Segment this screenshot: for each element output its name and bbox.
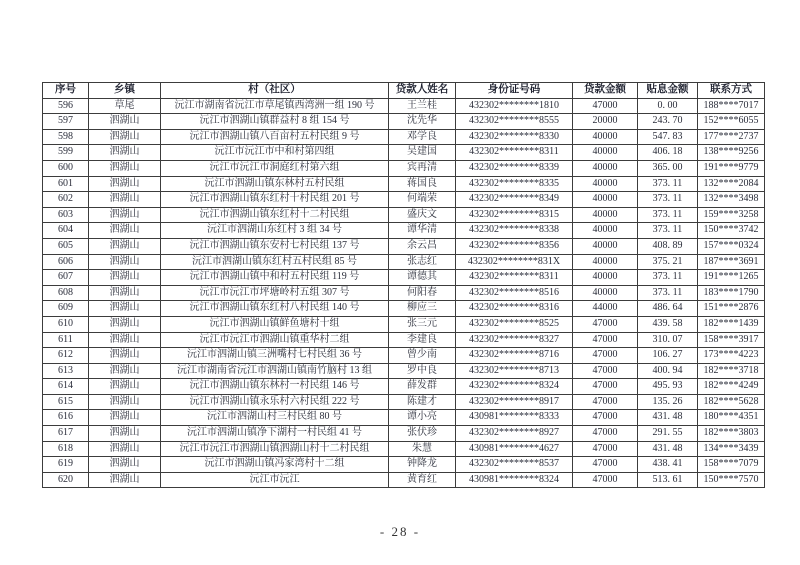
table-row <box>43 192 765 208</box>
table-cell: 40000 <box>573 129 638 145</box>
table-cell: 432302********831X <box>456 254 573 270</box>
table-cell: 613 <box>43 363 89 379</box>
table-cell: 606 <box>43 254 89 270</box>
table-row <box>43 160 765 176</box>
table-cell: 432302********8525 <box>456 316 573 332</box>
table-cell: 188****7017 <box>698 98 765 114</box>
table-cell: 432302********8315 <box>456 207 573 223</box>
table-cell: 599 <box>43 145 89 161</box>
table-cell: 598 <box>43 129 89 145</box>
table-cell: 177****2737 <box>698 129 765 145</box>
table-cell: 432302********8716 <box>456 348 573 364</box>
table-cell: 泗湖山 <box>89 410 161 426</box>
table-row <box>43 363 765 379</box>
table-cell: 沅江市泗湖山镇永乐村六村民组 222 号 <box>161 394 389 410</box>
table-cell: 432302********8537 <box>456 457 573 473</box>
table-cell: 603 <box>43 207 89 223</box>
table-cell: 373. 11 <box>638 285 698 301</box>
header-row <box>43 83 765 99</box>
table-cell: 608 <box>43 285 89 301</box>
table-cell: 106. 27 <box>638 348 698 364</box>
table-cell: 沅江市沅江市洞庭红村第六组 <box>161 160 389 176</box>
table-cell: 沅江市泗湖山镇东林村五村民组 <box>161 176 389 192</box>
table-row <box>43 332 765 348</box>
table-cell: 余云昌 <box>389 238 456 254</box>
table-cell: 泗湖山 <box>89 285 161 301</box>
table-cell: 沅江市沅江市中和村第四组 <box>161 145 389 161</box>
table-cell: 47000 <box>573 316 638 332</box>
header-cell: 乡镇 <box>89 83 161 99</box>
header-cell: 贴息金额 <box>638 83 698 99</box>
table-row <box>43 207 765 223</box>
table-cell: 373. 11 <box>638 270 698 286</box>
table-cell: 40000 <box>573 238 638 254</box>
table-row <box>43 426 765 442</box>
table-cell: 610 <box>43 316 89 332</box>
loan-table <box>42 82 765 488</box>
table-cell: 泗湖山 <box>89 316 161 332</box>
table-cell: 150****3742 <box>698 223 765 239</box>
table-row <box>43 129 765 145</box>
table-cell: 47000 <box>573 394 638 410</box>
table-row <box>43 301 765 317</box>
table-cell: 草尾 <box>89 98 161 114</box>
table-cell: 罗中良 <box>389 363 456 379</box>
table-cell: 沅江市湖南省沅江市泗湖山镇南竹脑村 13 组 <box>161 363 389 379</box>
table-cell: 朱慧 <box>389 441 456 457</box>
table-cell: 邓学良 <box>389 129 456 145</box>
table-cell: 沅江市沅江市坪塘岭村五组 307 号 <box>161 285 389 301</box>
table-cell: 泗湖山 <box>89 238 161 254</box>
table-cell: 547. 83 <box>638 129 698 145</box>
table-cell: 408. 89 <box>638 238 698 254</box>
header-cell: 序号 <box>43 83 89 99</box>
table-cell: 吴建国 <box>389 145 456 161</box>
table-cell: 182****1439 <box>698 316 765 332</box>
table-cell: 泗湖山 <box>89 207 161 223</box>
table-row <box>43 145 765 161</box>
table-cell: 159****3258 <box>698 207 765 223</box>
table-cell: 47000 <box>573 332 638 348</box>
header-cell: 贷款金额 <box>573 83 638 99</box>
table-cell: 134****3439 <box>698 441 765 457</box>
table-cell: 沅江市泗湖山镇东红村十二村民组 <box>161 207 389 223</box>
table-cell: 620 <box>43 472 89 488</box>
table-cell: 157****0324 <box>698 238 765 254</box>
table-cell: 沅江市泗湖山东红村 3 组 34 号 <box>161 223 389 239</box>
table-cell: 601 <box>43 176 89 192</box>
table-cell: 47000 <box>573 363 638 379</box>
table-cell: 40000 <box>573 176 638 192</box>
table-cell: 47000 <box>573 379 638 395</box>
table-cell: 182****4249 <box>698 379 765 395</box>
table-cell: 泗湖山 <box>89 457 161 473</box>
table-cell: 沅江市泗湖山镇东红村五村民组 85 号 <box>161 254 389 270</box>
table-cell: 430981********8324 <box>456 472 573 488</box>
table-cell: 宾再清 <box>389 160 456 176</box>
table-row <box>43 379 765 395</box>
table-cell: 431. 48 <box>638 410 698 426</box>
table-cell: 495. 93 <box>638 379 698 395</box>
table-cell: 373. 11 <box>638 223 698 239</box>
table-cell: 432302********8324 <box>456 379 573 395</box>
table-cell: 47000 <box>573 472 638 488</box>
table-cell: 191****9779 <box>698 160 765 176</box>
table-row <box>43 457 765 473</box>
table-cell: 614 <box>43 379 89 395</box>
table-cell: 蒋国良 <box>389 176 456 192</box>
table-cell: 183****1790 <box>698 285 765 301</box>
table-cell: 615 <box>43 394 89 410</box>
table-row <box>43 270 765 286</box>
table-row <box>43 410 765 426</box>
table-cell: 沅江市泗湖山镇中和村五村民组 119 号 <box>161 270 389 286</box>
table-cell: 泗湖山 <box>89 254 161 270</box>
table-cell: 432302********1810 <box>456 98 573 114</box>
table-cell: 沅江市湖南省沅江市草尾镇西湾洲一组 190 号 <box>161 98 389 114</box>
table-row <box>43 285 765 301</box>
table-cell: 607 <box>43 270 89 286</box>
table-cell: 沅江市沅江市泗湖山镇重华村二组 <box>161 332 389 348</box>
table-cell: 张伏珍 <box>389 426 456 442</box>
table-cell: 173****4223 <box>698 348 765 364</box>
table-cell: 430981********4627 <box>456 441 573 457</box>
table-cell: 132****3498 <box>698 192 765 208</box>
table-cell: 40000 <box>573 207 638 223</box>
table-cell: 158****7079 <box>698 457 765 473</box>
table-cell: 泗湖山 <box>89 363 161 379</box>
table-cell: 沅江市沅江 <box>161 472 389 488</box>
table-cell: 40000 <box>573 270 638 286</box>
table-cell: 432302********8338 <box>456 223 573 239</box>
table-cell: 602 <box>43 192 89 208</box>
table-cell: 616 <box>43 410 89 426</box>
table-cell: 47000 <box>573 426 638 442</box>
table-cell: 泗湖山 <box>89 223 161 239</box>
table-cell: 618 <box>43 441 89 457</box>
header-cell: 联系方式 <box>698 83 765 99</box>
table-cell: 谭德其 <box>389 270 456 286</box>
table-cell: 谭华清 <box>389 223 456 239</box>
header-cell: 村（社区） <box>161 83 389 99</box>
table-row <box>43 114 765 130</box>
table-cell: 375. 21 <box>638 254 698 270</box>
table-cell: 泗湖山 <box>89 129 161 145</box>
table-cell: 432302********8339 <box>456 160 573 176</box>
table-cell: 432302********8713 <box>456 363 573 379</box>
table-cell: 何阳春 <box>389 285 456 301</box>
table-cell: 张志红 <box>389 254 456 270</box>
table-cell: 何端荣 <box>389 192 456 208</box>
table-row <box>43 238 765 254</box>
table-cell: 泗湖山 <box>89 379 161 395</box>
table-cell: 泗湖山 <box>89 332 161 348</box>
table-body <box>43 98 765 488</box>
table-cell: 430981********8333 <box>456 410 573 426</box>
table-cell: 薛发群 <box>389 379 456 395</box>
table-cell: 沅江市泗湖山镇冯家湾村十二组 <box>161 457 389 473</box>
table-cell: 40000 <box>573 223 638 239</box>
table-cell: 泗湖山 <box>89 145 161 161</box>
table-cell: 沅江市泗湖山镇东林村一村民组 146 号 <box>161 379 389 395</box>
table-cell: 李建良 <box>389 332 456 348</box>
table-row <box>43 441 765 457</box>
table-cell: 158****3917 <box>698 332 765 348</box>
table-cell: 40000 <box>573 145 638 161</box>
table-cell: 泗湖山 <box>89 394 161 410</box>
table-cell: 沅江市泗湖山镇东安村七村民组 137 号 <box>161 238 389 254</box>
table-cell: 柳应三 <box>389 301 456 317</box>
table-cell: 钟降龙 <box>389 457 456 473</box>
table-cell: 20000 <box>573 114 638 130</box>
table-cell: 180****4351 <box>698 410 765 426</box>
table-cell: 596 <box>43 98 89 114</box>
table-cell: 365. 00 <box>638 160 698 176</box>
table-row <box>43 472 765 488</box>
table-cell: 432302********8555 <box>456 114 573 130</box>
table-cell: 沅江市泗湖山镇东红村十村民组 201 号 <box>161 192 389 208</box>
table-cell: 40000 <box>573 160 638 176</box>
table-cell: 432302********8349 <box>456 192 573 208</box>
table-cell: 泗湖山 <box>89 348 161 364</box>
table-cell: 150****7570 <box>698 472 765 488</box>
table-cell: 张三元 <box>389 316 456 332</box>
table-cell: 泗湖山 <box>89 160 161 176</box>
table-cell: 432302********8327 <box>456 332 573 348</box>
table-cell: 沅江市泗湖山村三村民组 80 号 <box>161 410 389 426</box>
table-cell: 47000 <box>573 441 638 457</box>
table-cell: 438. 41 <box>638 457 698 473</box>
table-cell: 611 <box>43 332 89 348</box>
table-cell: 617 <box>43 426 89 442</box>
table-cell: 605 <box>43 238 89 254</box>
header-cell: 身份证号码 <box>456 83 573 99</box>
table-cell: 182****5628 <box>698 394 765 410</box>
table-cell: 151****2876 <box>698 301 765 317</box>
page-number: - 28 - <box>379 524 421 539</box>
table-cell: 486. 64 <box>638 301 698 317</box>
table-cell: 600 <box>43 160 89 176</box>
table-cell: 泗湖山 <box>89 301 161 317</box>
table-cell: 604 <box>43 223 89 239</box>
table-cell: 432302********8330 <box>456 129 573 145</box>
table-row <box>43 348 765 364</box>
table-cell: 513. 61 <box>638 472 698 488</box>
table-cell: 泗湖山 <box>89 192 161 208</box>
table-cell: 沅江市泗湖山镇群益村 8 组 154 号 <box>161 114 389 130</box>
table-cell: 152****6055 <box>698 114 765 130</box>
table-cell: 40000 <box>573 192 638 208</box>
table-cell: 439. 58 <box>638 316 698 332</box>
table-cell: 沈先华 <box>389 114 456 130</box>
table-cell: 泗湖山 <box>89 472 161 488</box>
table-cell: 609 <box>43 301 89 317</box>
table-row <box>43 316 765 332</box>
table-cell: 138****9256 <box>698 145 765 161</box>
table-row <box>43 176 765 192</box>
table-cell: 619 <box>43 457 89 473</box>
table-cell: 沅江市泗湖山镇鲜鱼塘村十组 <box>161 316 389 332</box>
table-cell: 373. 11 <box>638 192 698 208</box>
table-cell: 47000 <box>573 348 638 364</box>
table-cell: 44000 <box>573 301 638 317</box>
table-cell: 47000 <box>573 98 638 114</box>
table-row <box>43 223 765 239</box>
table-cell: 182****3718 <box>698 363 765 379</box>
table-cell: 黄育红 <box>389 472 456 488</box>
table-cell: 泗湖山 <box>89 176 161 192</box>
table-cell: 40000 <box>573 285 638 301</box>
table-cell: 陈建才 <box>389 394 456 410</box>
table-cell: 597 <box>43 114 89 130</box>
table-cell: 沅江市泗湖山镇八百亩村五村民组 9 号 <box>161 129 389 145</box>
table-cell: 373. 11 <box>638 207 698 223</box>
table-cell: 243. 70 <box>638 114 698 130</box>
table-row <box>43 394 765 410</box>
table-cell: 沅江市泗湖山镇三洲嘴村七村民组 36 号 <box>161 348 389 364</box>
table-cell: 泗湖山 <box>89 441 161 457</box>
table-cell: 432302********8335 <box>456 176 573 192</box>
table-cell: 432302********8316 <box>456 301 573 317</box>
table-cell: 432302********8917 <box>456 394 573 410</box>
table-cell: 432302********8516 <box>456 285 573 301</box>
table-cell: 0. 00 <box>638 98 698 114</box>
table-cell: 373. 11 <box>638 176 698 192</box>
table-cell: 谭小亮 <box>389 410 456 426</box>
table-cell: 泗湖山 <box>89 114 161 130</box>
header-cell: 贷款人姓名 <box>389 83 456 99</box>
table-cell: 132****2084 <box>698 176 765 192</box>
table-cell: 47000 <box>573 457 638 473</box>
table-cell: 432302********8311 <box>456 270 573 286</box>
table-cell: 187****3691 <box>698 254 765 270</box>
table-row <box>43 254 765 270</box>
table-row <box>43 98 765 114</box>
table-cell: 432302********8311 <box>456 145 573 161</box>
table-cell: 291. 55 <box>638 426 698 442</box>
table-cell: 47000 <box>573 410 638 426</box>
table-cell: 191****1265 <box>698 270 765 286</box>
table-cell: 310. 07 <box>638 332 698 348</box>
table-cell: 612 <box>43 348 89 364</box>
table-cell: 曾少南 <box>389 348 456 364</box>
table-cell: 182****3803 <box>698 426 765 442</box>
table-cell: 431. 48 <box>638 441 698 457</box>
table-cell: 泗湖山 <box>89 270 161 286</box>
table-cell: 406. 18 <box>638 145 698 161</box>
table-cell: 盛庆文 <box>389 207 456 223</box>
table-cell: 135. 26 <box>638 394 698 410</box>
table-cell: 王兰桂 <box>389 98 456 114</box>
table-cell: 沅江市泗湖山镇东红村八村民组 140 号 <box>161 301 389 317</box>
table-cell: 40000 <box>573 254 638 270</box>
table-cell: 沅江市泗湖山镇净下湖村一村民组 41 号 <box>161 426 389 442</box>
table-cell: 432302********8356 <box>456 238 573 254</box>
table-cell: 400. 94 <box>638 363 698 379</box>
table-cell: 泗湖山 <box>89 426 161 442</box>
table-cell: 沅江市沅江市泗湖山镇泗湖山村十二村民组 <box>161 441 389 457</box>
table-cell: 432302********8927 <box>456 426 573 442</box>
